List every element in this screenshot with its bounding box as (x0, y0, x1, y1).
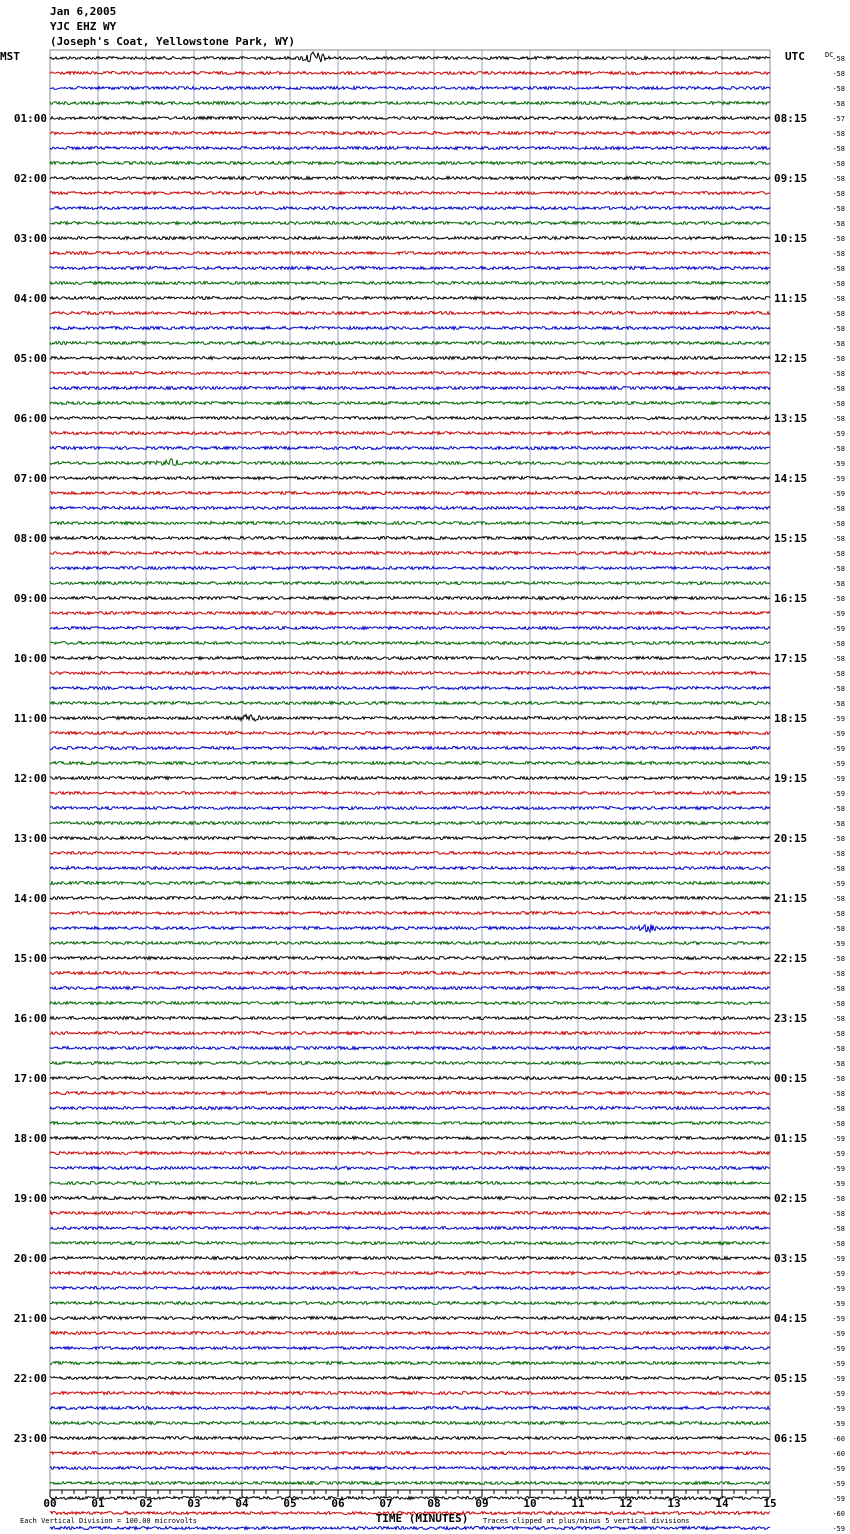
x-tick-label: 14 (715, 1497, 729, 1510)
dc-offset-label: -59 (832, 610, 845, 618)
trace-row (50, 1497, 770, 1500)
dc-offset-label: -58 (832, 805, 845, 813)
dc-offset-label: -59 (832, 1300, 845, 1308)
dc-offset-label: -58 (832, 295, 845, 303)
mst-hour-label: 20:00 (13, 1252, 47, 1265)
dc-offset-label: -58 (832, 175, 845, 183)
trace-row (50, 807, 770, 810)
x-tick-label: 09 (475, 1497, 489, 1510)
dc-offset-label: -58 (832, 415, 845, 423)
dc-offset-label: -58 (832, 520, 845, 528)
trace-row (50, 537, 770, 540)
trace-row (50, 627, 770, 630)
dc-offset-label: -58 (832, 1105, 845, 1113)
trace-row (50, 192, 770, 195)
dc-offset-label: -58 (832, 580, 845, 588)
trace-row (50, 672, 770, 675)
trace-row (50, 837, 770, 840)
trace-row (50, 1482, 770, 1485)
mst-hour-label: 09:00 (13, 592, 47, 605)
dc-offset-label: -59 (832, 1135, 845, 1143)
mst-hour-label: 13:00 (13, 832, 47, 845)
trace-row (50, 1467, 770, 1470)
trace-row (50, 1167, 770, 1170)
trace-row (50, 957, 770, 960)
utc-hour-label: 13:15 (774, 412, 808, 425)
dc-offset-label: -59 (832, 775, 845, 783)
trace-row (50, 1377, 770, 1380)
dc-offset-label: -59 (832, 1330, 845, 1338)
dc-offset-label: -58 (832, 820, 845, 828)
dc-offset-label: -59 (832, 1525, 845, 1533)
dc-offset-label: -58 (832, 655, 845, 663)
dc-offset-label: -58 (832, 310, 845, 318)
dc-offset-label: -58 (832, 1225, 845, 1233)
trace-row (50, 177, 770, 180)
dc-offset-label: -59 (832, 745, 845, 753)
utc-hour-label: 17:15 (774, 652, 808, 665)
dc-offset-label: -58 (832, 55, 845, 63)
x-tick-label: 13 (667, 1497, 681, 1510)
dc-offset-label: -58 (832, 985, 845, 993)
x-tick-label: 03 (187, 1497, 201, 1510)
dc-offset-label: -58 (832, 265, 845, 273)
trace-row (50, 342, 770, 345)
clip-note: Traces clipped at plus/minus 5 vertical divisions (483, 1517, 690, 1525)
trace-row (50, 1197, 770, 1200)
trace-row (50, 657, 770, 660)
trace-row (50, 1347, 770, 1350)
dc-offset-label: -58 (832, 1030, 845, 1038)
trace-row (50, 1302, 770, 1305)
trace-row (50, 1272, 770, 1275)
trace-row (50, 1317, 770, 1320)
utc-hour-label: 19:15 (774, 772, 808, 785)
utc-hour-label: 18:15 (774, 712, 808, 725)
dc-offset-label: -58 (832, 640, 845, 648)
trace-row (50, 102, 770, 105)
dc-offset-label: -58 (832, 145, 845, 153)
utc-hour-label: 10:15 (774, 232, 808, 245)
dc-offset-label: -59 (832, 1495, 845, 1503)
dc-offset-label: -59 (832, 490, 845, 498)
trace-row (50, 222, 770, 225)
trace-row (50, 1092, 770, 1095)
dc-offset-label: -58 (832, 895, 845, 903)
dc-offset-label: -58 (832, 1210, 845, 1218)
utc-hour-label: 11:15 (774, 292, 808, 305)
x-tick-label: 12 (619, 1497, 633, 1510)
trace-row (50, 1047, 770, 1050)
dc-offset-label: -58 (832, 550, 845, 558)
dc-offset-label: -58 (832, 535, 845, 543)
x-tick-label: 06 (331, 1497, 345, 1510)
dc-offset-label: -58 (832, 445, 845, 453)
trace-row (50, 459, 770, 466)
trace-row (50, 1392, 770, 1395)
trace-row (50, 912, 770, 915)
left-time-labels (14, 112, 47, 1445)
dc-offset-label: -58 (832, 1000, 845, 1008)
trace-row (50, 1287, 770, 1290)
trace-row (50, 1527, 770, 1530)
mst-hour-label: 16:00 (13, 1012, 47, 1025)
trace-row (50, 702, 770, 705)
trace-row (50, 882, 770, 885)
dc-offset-label: -58 (832, 235, 845, 243)
trace-row (50, 447, 770, 450)
dc-offset-label: -59 (832, 730, 845, 738)
x-tick-label: 15 (763, 1497, 777, 1510)
mst-hour-label: 22:00 (13, 1372, 47, 1385)
trace-row (50, 642, 770, 645)
dc-offset-label: -59 (832, 790, 845, 798)
trace-row (50, 777, 770, 780)
trace-row (50, 762, 770, 765)
trace-row (50, 1152, 770, 1155)
dc-offset-label: -58 (832, 130, 845, 138)
dc-offset-label: -58 (832, 700, 845, 708)
trace-row (50, 507, 770, 510)
trace-row (50, 1212, 770, 1215)
utc-hour-label: 05:15 (774, 1372, 808, 1385)
trace-row (50, 1242, 770, 1245)
dc-header-label: DC (825, 51, 834, 59)
trace-row (50, 1422, 770, 1425)
utc-hour-label: 02:15 (774, 1192, 808, 1205)
dc-offset-label: -59 (832, 1390, 845, 1398)
mst-hour-label: 04:00 (13, 292, 47, 305)
dc-offset-label: -60 (832, 1510, 845, 1518)
dc-offset-label: -59 (832, 475, 845, 483)
right-timezone-label: UTC (785, 50, 805, 63)
trace-row (50, 432, 770, 435)
mst-hour-label: 21:00 (13, 1312, 47, 1325)
utc-hour-label: 01:15 (774, 1132, 808, 1145)
trace-row (50, 972, 770, 975)
dc-offset-label: -58 (832, 1045, 845, 1053)
trace-row (50, 387, 770, 390)
utc-hour-label: 00:15 (774, 1072, 808, 1085)
dc-offset-label: -59 (832, 760, 845, 768)
trace-row (50, 924, 770, 932)
trace-row (50, 747, 770, 750)
dc-offset-label: -57 (832, 115, 845, 123)
trace-row (50, 1437, 770, 1440)
trace-row (50, 117, 770, 120)
dc-offset-label: -58 (832, 325, 845, 333)
mst-hour-label: 14:00 (13, 892, 47, 905)
mst-hour-label: 05:00 (13, 352, 47, 365)
trace-row (50, 267, 770, 270)
dc-offset-label: -58 (832, 1240, 845, 1248)
trace-row (50, 1122, 770, 1125)
dc-offset-label: -59 (832, 1165, 845, 1173)
dc-offset-label: -59 (832, 1285, 845, 1293)
dc-offset-label: -58 (832, 955, 845, 963)
trace-row (50, 552, 770, 555)
utc-hour-label: 20:15 (774, 832, 808, 845)
dc-offset-label: -58 (832, 160, 845, 168)
trace-row (50, 942, 770, 945)
trace-row (50, 715, 770, 721)
dc-offset-label: -59 (832, 1375, 845, 1383)
x-tick-label: 05 (283, 1497, 297, 1510)
trace-row (50, 1182, 770, 1185)
mst-hour-label: 07:00 (13, 472, 47, 485)
dc-offset-label: -58 (832, 910, 845, 918)
utc-hour-label: 06:15 (774, 1432, 808, 1445)
x-axis-title: TIME (MINUTES) (375, 1512, 469, 1525)
x-tick-label: 08 (427, 1497, 441, 1510)
trace-row (50, 897, 770, 900)
dc-offset-label: -59 (832, 715, 845, 723)
trace-row (50, 522, 770, 525)
dc-offset-label: -59 (832, 430, 845, 438)
dc-offset-label: -59 (832, 1150, 845, 1158)
dc-offset-label: -58 (832, 685, 845, 693)
dc-offset-label: -58 (832, 865, 845, 873)
scale-note: Each Vertical Division = 100.00 microvolts (20, 1517, 198, 1525)
x-tick-label: 04 (235, 1497, 249, 1510)
dc-offset-label: -58 (832, 565, 845, 573)
dc-offset-label: -59 (832, 460, 845, 468)
trace-row (50, 282, 770, 285)
utc-hour-label: 08:15 (774, 112, 808, 125)
x-tick-label: 10 (523, 1497, 537, 1510)
utc-hour-label: 09:15 (774, 172, 808, 185)
dc-offset-label: -59 (832, 1360, 845, 1368)
dc-offset-label: -59 (832, 1465, 845, 1473)
trace-row (50, 1227, 770, 1230)
dc-offset-label: -60 (832, 1435, 845, 1443)
dc-offset-label: -58 (832, 190, 845, 198)
mst-hour-label: 01:00 (13, 112, 47, 125)
dc-offset-label: -58 (832, 970, 845, 978)
trace-row (50, 327, 770, 330)
dc-offset-label: -58 (832, 1120, 845, 1128)
trace-row (50, 207, 770, 210)
dc-offset-label: -58 (832, 595, 845, 603)
dc-offset-label: -59 (832, 1180, 845, 1188)
dc-offset-label: -59 (832, 1255, 845, 1263)
trace-row (50, 822, 770, 825)
x-tick-label: 02 (139, 1497, 153, 1510)
utc-hour-label: 04:15 (774, 1312, 808, 1325)
utc-hour-label: 03:15 (774, 1252, 808, 1265)
trace-row (50, 1062, 770, 1065)
trace-row (50, 492, 770, 495)
dc-offset-label: -58 (832, 250, 845, 258)
x-tick-label: 00 (43, 1497, 57, 1510)
trace-row (50, 1407, 770, 1410)
dc-offset-label: -58 (832, 850, 845, 858)
dc-offset-label: -59 (832, 625, 845, 633)
trace-row (50, 1332, 770, 1335)
trace-row (50, 372, 770, 375)
trace-row (50, 52, 770, 62)
trace-row (50, 597, 770, 600)
trace-row (50, 1257, 770, 1260)
trace-row (50, 297, 770, 300)
mst-hour-label: 11:00 (13, 712, 47, 725)
dc-offset-label: -58 (832, 280, 845, 288)
x-tick-label: 01 (91, 1497, 105, 1510)
trace-row (50, 357, 770, 360)
dc-offset-labels (832, 55, 845, 1534)
station-label: YJC EHZ WY (50, 20, 117, 33)
dc-offset-label: -58 (832, 1015, 845, 1023)
dc-offset-label: -58 (832, 220, 845, 228)
trace-row (50, 1017, 770, 1020)
trace-row (50, 987, 770, 990)
trace-row (50, 792, 770, 795)
trace-row (50, 1137, 770, 1140)
utc-hour-label: 12:15 (774, 352, 808, 365)
utc-hour-label: 16:15 (774, 592, 808, 605)
utc-hour-label: 14:15 (774, 472, 808, 485)
dc-offset-label: -58 (832, 385, 845, 393)
dc-offset-label: -58 (832, 205, 845, 213)
trace-row (50, 417, 770, 420)
trace-row (50, 612, 770, 615)
dc-offset-label: -60 (832, 1450, 845, 1458)
mst-hour-label: 12:00 (13, 772, 47, 785)
trace-row (50, 312, 770, 315)
utc-hour-label: 23:15 (774, 1012, 808, 1025)
mst-hour-label: 02:00 (13, 172, 47, 185)
trace-row (50, 1077, 770, 1080)
dc-offset-label: -58 (832, 70, 845, 78)
dc-offset-label: -58 (832, 505, 845, 513)
dc-offset-label: -58 (832, 1090, 845, 1098)
mst-hour-label: 10:00 (13, 652, 47, 665)
dc-offset-label: -59 (832, 1315, 845, 1323)
x-tick-label: 11 (571, 1497, 585, 1510)
mst-hour-label: 17:00 (13, 1072, 47, 1085)
trace-row (50, 402, 770, 405)
mst-hour-label: 06:00 (13, 412, 47, 425)
dc-offset-label: -59 (832, 1270, 845, 1278)
dc-offset-label: -58 (832, 1195, 845, 1203)
trace-row (50, 1452, 770, 1455)
mst-hour-label: 03:00 (13, 232, 47, 245)
dc-offset-label: -58 (832, 670, 845, 678)
dc-offset-label: -58 (832, 400, 845, 408)
trace-row (50, 477, 770, 480)
dc-offset-label: -58 (832, 85, 845, 93)
dc-offset-label: -58 (832, 925, 845, 933)
x-tick-label: 07 (379, 1497, 393, 1510)
utc-hour-label: 15:15 (774, 532, 808, 545)
trace-row (50, 237, 770, 240)
mst-hour-label: 15:00 (13, 952, 47, 965)
utc-hour-label: 21:15 (774, 892, 808, 905)
trace-row (50, 852, 770, 855)
trace-row (50, 582, 770, 585)
trace-row (50, 687, 770, 690)
right-time-labels (774, 112, 807, 1445)
dc-offset-label: -58 (832, 340, 845, 348)
date-label: Jan 6,2005 (50, 5, 117, 18)
trace-row (50, 1362, 770, 1365)
dc-offset-label: -58 (832, 1075, 845, 1083)
trace-row (50, 162, 770, 165)
utc-hour-label: 22:15 (774, 952, 808, 965)
trace-row (50, 1002, 770, 1005)
trace-row (50, 72, 770, 75)
trace-row (50, 87, 770, 90)
dc-offset-label: -58 (832, 100, 845, 108)
dc-offset-label: -59 (832, 1345, 845, 1353)
trace-row (50, 132, 770, 135)
trace-row (50, 567, 770, 570)
dc-offset-label: -58 (832, 1060, 845, 1068)
mst-hour-label: 18:00 (13, 1132, 47, 1145)
dc-offset-label: -59 (832, 880, 845, 888)
mst-hour-label: 08:00 (13, 532, 47, 545)
dc-offset-label: -58 (832, 370, 845, 378)
dc-offset-label: -59 (832, 940, 845, 948)
seismic-traces (50, 52, 770, 1534)
dc-offset-label: -59 (832, 1480, 845, 1488)
trace-row (50, 732, 770, 735)
trace-row (50, 1032, 770, 1035)
trace-row (50, 252, 770, 255)
dc-offset-label: -59 (832, 1420, 845, 1428)
dc-offset-label: -58 (832, 835, 845, 843)
trace-row (50, 1107, 770, 1110)
left-timezone-label: MST (0, 50, 20, 63)
dc-offset-label: -58 (832, 355, 845, 363)
trace-row (50, 867, 770, 870)
mst-hour-label: 19:00 (13, 1192, 47, 1205)
location-label: (Joseph's Coat, Yellowstone Park, WY) (50, 35, 296, 48)
mst-hour-label: 23:00 (13, 1432, 47, 1445)
trace-row (50, 147, 770, 150)
dc-offset-label: -59 (832, 1405, 845, 1413)
